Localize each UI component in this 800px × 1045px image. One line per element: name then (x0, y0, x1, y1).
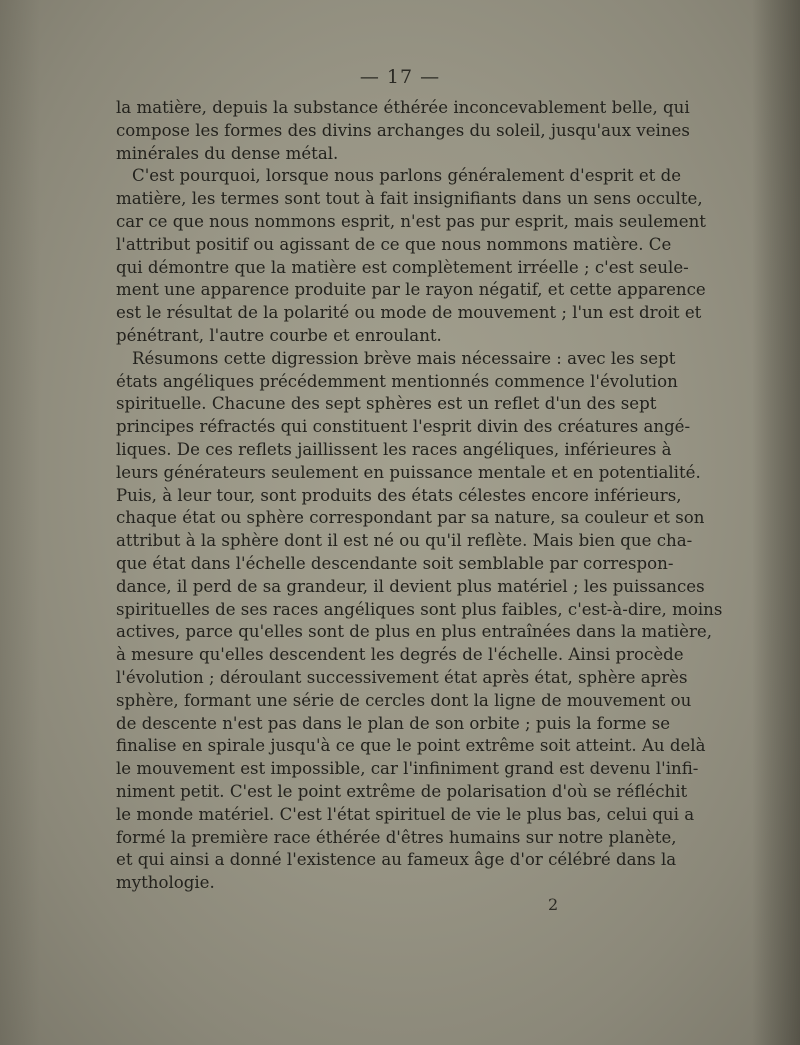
text-line: attribut à la sphère dont il est né ou qu'il reflète. Mais bien que cha- (116, 531, 693, 551)
text-line: la matière, depuis la substance éthérée inconcevablement belle, qui (116, 98, 690, 117)
text-line: pénétrant, l'autre courbe et enroulant. (116, 325, 442, 345)
text-line: qui démontre que la matière est complètement irréelle ; c'est seule- (116, 257, 689, 277)
page-number-header: — 17 — (359, 66, 441, 88)
text-line: actives, parce qu'elles sont de plus en plus entraînées dans la matière, (116, 622, 712, 642)
text-line: à mesure qu'elles descendent les degrés de l'échelle. Ainsi procède (116, 645, 684, 665)
text-line: chaque état ou sphère correspondant par sa nature, sa couleur et son (116, 508, 705, 528)
text-line: minérales du dense métal. (116, 143, 339, 163)
text-line: spirituelle. Chacune des sept sphères est un reflet d'un des sept (116, 394, 657, 414)
text-line: formé la première race éthérée d'êtres humains sur notre planète, (116, 827, 677, 847)
text-line: liques. De ces reflets jaillissent les races angéliques, inférieures à (116, 439, 672, 459)
text-line: états angéliques précédemment mentionnés commence l'évolution (116, 371, 678, 391)
text-line: leurs générateurs seulement en puissance mentale et en potentialité. (116, 462, 701, 482)
text-line: de descente n'est pas dans le plan de son orbite ; puis la forme se (116, 713, 671, 733)
text-line: matière, les termes sont tout à fait insignifiants dans un sens occulte, (116, 189, 703, 209)
text-line: C'est pourquoi, lorsque nous parlons généralement d'esprit et de (132, 166, 682, 186)
text-line: principes réfractés qui constituent l'esprit divin des créatures angé- (116, 417, 691, 437)
text-line: car ce que nous nommons esprit, n'est pas pur esprit, mais seulement (116, 211, 706, 231)
text-line: ment une apparence produite par le rayon négatif, et cette apparence (116, 280, 706, 300)
text-line: niment petit. C'est le point extrême de polarisation d'où se réfléchit (116, 781, 688, 801)
text-line: compose les formes des divins archanges du soleil, jusqu'aux veines (116, 120, 690, 140)
page-left-shadow (0, 0, 40, 1045)
text-line: et qui ainsi a donné l'existence au fameux âge d'or célébré dans la (116, 850, 677, 870)
text-line: dance, il perd de sa grandeur, il devient plus matériel ; les puissances (116, 576, 705, 596)
text-line: spirituelles de ses races angéliques sont plus faibles, c'est-à-dire, moins (116, 599, 723, 619)
text-line: Puis, à leur tour, sont produits des états célestes encore inférieurs, (116, 485, 682, 505)
text-line: l'évolution ; déroulant successivement état après état, sphère après (116, 667, 688, 687)
text-line: mythologie. (116, 873, 215, 893)
text-line: sphère, formant une série de cercles dont la ligne de mouvement ou (116, 690, 692, 710)
text-line: le monde matériel. C'est l'état spirituel de vie le plus bas, celui qui a (116, 804, 695, 824)
text-line: est le résultat de la polarité ou mode de mouvement ; l'un est droit et (116, 303, 702, 323)
page-right-edge (752, 0, 800, 1045)
signature-mark: 2 (548, 895, 559, 914)
text-line: finalise en spirale jusqu'à ce que le point extrême soit atteint. Au delà (116, 736, 706, 756)
text-line: Résumons cette digression brève mais nécessaire : avec les sept (132, 348, 676, 368)
body-text (116, 97, 723, 895)
text-line: le mouvement est impossible, car l'infiniment grand est devenu l'infi- (116, 759, 699, 779)
text-line: que état dans l'échelle descendante soit semblable par correspon- (116, 553, 674, 573)
text-line: l'attribut positif ou agissant de ce que nous nommons matière. Ce (116, 234, 672, 254)
